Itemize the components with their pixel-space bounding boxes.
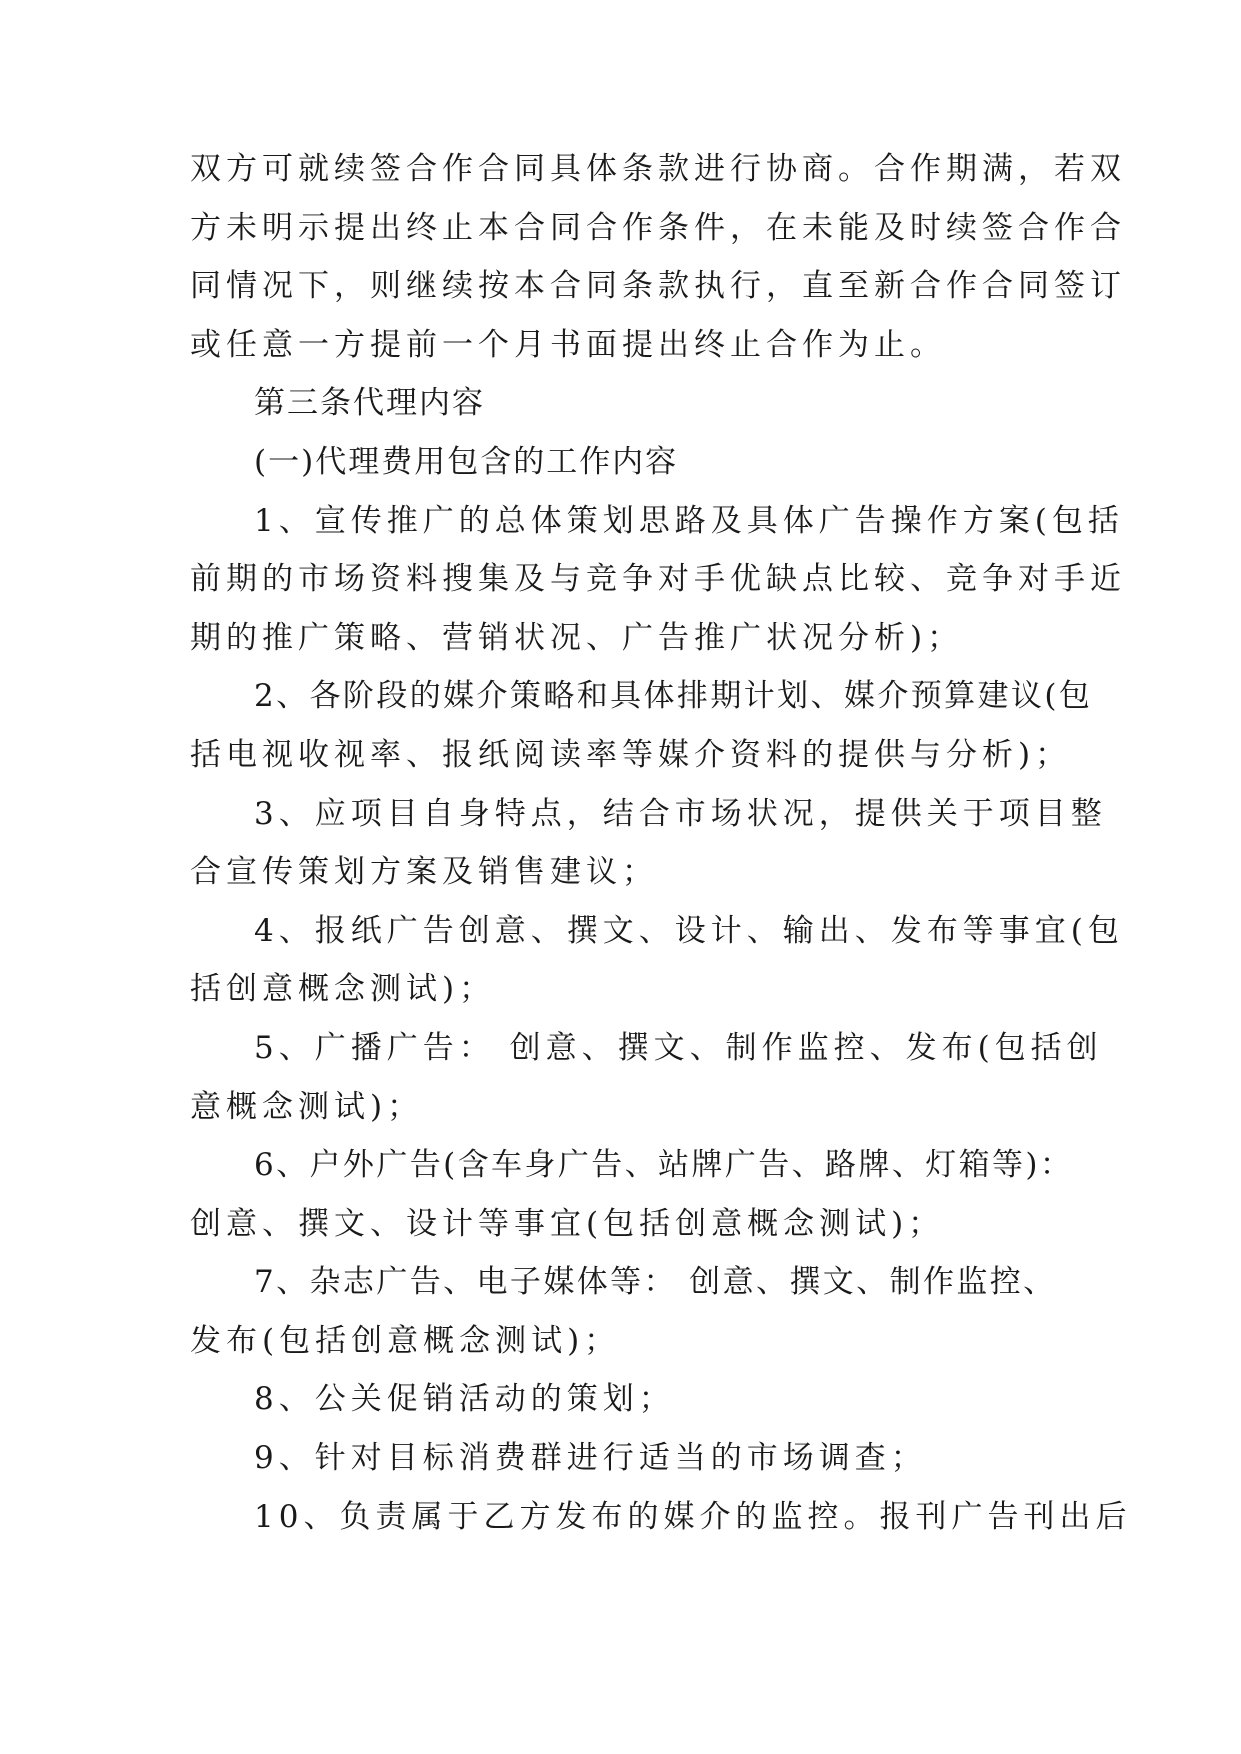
text-line: 双方可就续签合作合同具体条款进行协商。合作期满，若双 [190,151,1126,187]
list-item-line: 9、针对目标消费群进行适当的市场调查； [254,1440,927,1477]
text-line: 合宣传策划方案及销售建议； [190,854,658,891]
text-line: 方未明示提出终止本合同合作条件，在未能及时续签合作合 [190,209,1126,246]
text-line: 创意、撰文、设计等事宜(包括创意概念测试)； [190,1205,945,1242]
list-item-line: 3、应项目自身特点，结合市场状况，提供关于项目整 [254,795,1107,832]
document-body [190,140,1132,1546]
subsection-heading: (一)代理费用包含的工作内容 [254,443,679,480]
text-line: 发布(包括创意概念测试)； [190,1322,621,1359]
text-line: 括电视收视率、报纸阅读率等媒介资料的提供与分析)； [190,736,1072,773]
text-line: 或任意一方提前一个月书面提出终止合作为止。 [190,326,946,363]
text-line: 意概念测试)； [190,1088,424,1125]
list-item-line: 10、负责属于乙方发布的媒介的监控。报刊广告刊出后 [254,1498,1132,1535]
list-item-line: 4、报纸广告创意、撰文、设计、输出、发布等事宜(包 [254,912,1124,949]
list-item-line: 7、杂志广告、电子媒体等： 创意、撰文、制作监控、 [254,1264,1057,1301]
list-item-line: 8、公关促销活动的策划； [254,1381,675,1418]
list-item-line: 1、宣传推广的总体策划思路及具体广告操作方案(包括 [254,502,1124,539]
list-item-line: 2、各阶段的媒介策略和具体排期计划、媒介预算建议(包 [254,678,1093,715]
list-item-line: 6、户外广告(含车身广告、站牌广告、路牌、灯箱等)： [254,1147,1074,1184]
text-line: 括创意概念测试)； [190,971,496,1008]
list-item-line: 5、广播广告： 创意、撰文、制作监控、发布(包括创 [254,1029,1103,1066]
text-line: 前期的市场资料搜集及与竞争对手优缺点比较、竞争对手近 [190,561,1126,598]
section-heading: 第三条代理内容 [254,385,485,422]
text-line: 期的推广策略、营销状况、广告推广状况分析)； [190,619,964,656]
text-line: 同情况下，则继续按本合同条款执行，直至新合作合同签订 [190,268,1126,305]
